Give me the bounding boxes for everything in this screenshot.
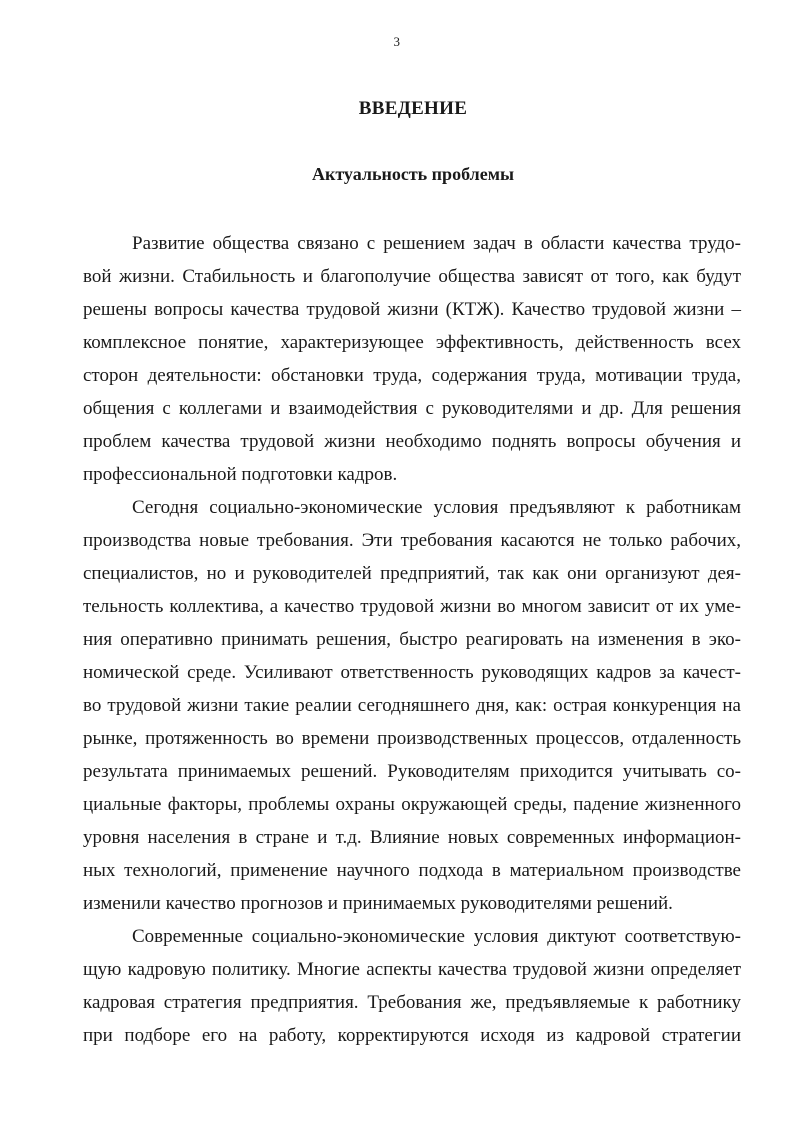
paragraph-1-line-3: решены вопросы качества трудовой жизни (КТЖ). Качество трудовой жизни –	[83, 299, 741, 320]
paragraph-1-line-2: вой жизни. Стабильность и благополучие общества зависят от того, как будут	[83, 266, 741, 287]
paragraph-1-line-8: профессиональной подготовки кадров.	[83, 464, 398, 485]
paragraph-2-line-4: тельность коллектива, а качество трудовой жизни во многом зависит от их уме-	[83, 596, 741, 617]
paragraph-2-line-12: ных технологий, применение научного подхода в материальном производстве	[83, 860, 741, 881]
paragraph-1-line-4: комплексное понятие, характеризующее эффективность, действенность всех	[83, 332, 741, 353]
paragraph-2-line-9: результата принимаемых решений. Руководителям приходится учитывать со-	[83, 761, 741, 782]
paragraph-2-line-7: во трудовой жизни такие реалии сегодняшнего дня, как: острая конкуренция на	[83, 695, 741, 716]
paragraph-2-line-11: уровня населения в стране и т.д. Влияние новых современных информацион-	[83, 827, 741, 848]
page-number: 3	[393, 34, 401, 49]
paragraph-2-line-3: специалистов, но и руководителей предприятий, так как они организуют дея-	[83, 563, 741, 584]
paragraph-1-line-1: Развитие общества связано с решением задач в области качества трудо-	[132, 233, 741, 254]
paragraph-2-line-13: изменили качество прогнозов и принимаемых руководителями решений.	[83, 893, 673, 914]
paragraph-3-line-3: кадровая стратегия предприятия. Требования же, предъявляемые к работнику	[83, 992, 741, 1013]
paragraph-1-line-7: проблем качества трудовой жизни необходимо поднять вопросы обучения и	[83, 431, 741, 452]
page-title: ВВЕДЕНИЕ	[358, 98, 468, 119]
paragraph-2-line-6: номической среде. Усиливают ответственность руководящих кадров за качест-	[83, 662, 741, 683]
paragraph-3-line-2: щую кадровую политику. Многие аспекты качества трудовой жизни определяет	[83, 959, 741, 980]
paragraph-3-line-4: при подборе его на работу, корректируются исходя из кадровой стратегии	[83, 1025, 741, 1046]
paragraph-3-line-1: Современные социально-экономические условия диктуют соответствую-	[132, 926, 741, 947]
paragraph-1-line-5: сторон деятельности: обстановки труда, содержания труда, мотивации труда,	[83, 365, 741, 386]
paragraph-2-line-5: ния оперативно принимать решения, быстро реагировать на изменения в эко-	[83, 629, 741, 650]
paragraph-1-line-6: общения с коллегами и взаимодействия с руководителями и др. Для решения	[83, 398, 741, 419]
paragraph-2-line-1: Сегодня социально-экономические условия предъявляют к работникам	[132, 497, 741, 518]
paragraph-2-line-10: циальные факторы, проблемы охраны окружающей среды, падение жизненного	[83, 794, 741, 815]
paragraph-2-line-8: рынке, протяженность во времени производственных процессов, отдаленность	[83, 728, 741, 749]
document-body	[83, 227, 741, 1052]
section-heading: Актуальность проблемы	[311, 164, 515, 184]
paragraph-2-line-2: производства новые требования. Эти требования касаются не только рабочих,	[83, 530, 741, 551]
